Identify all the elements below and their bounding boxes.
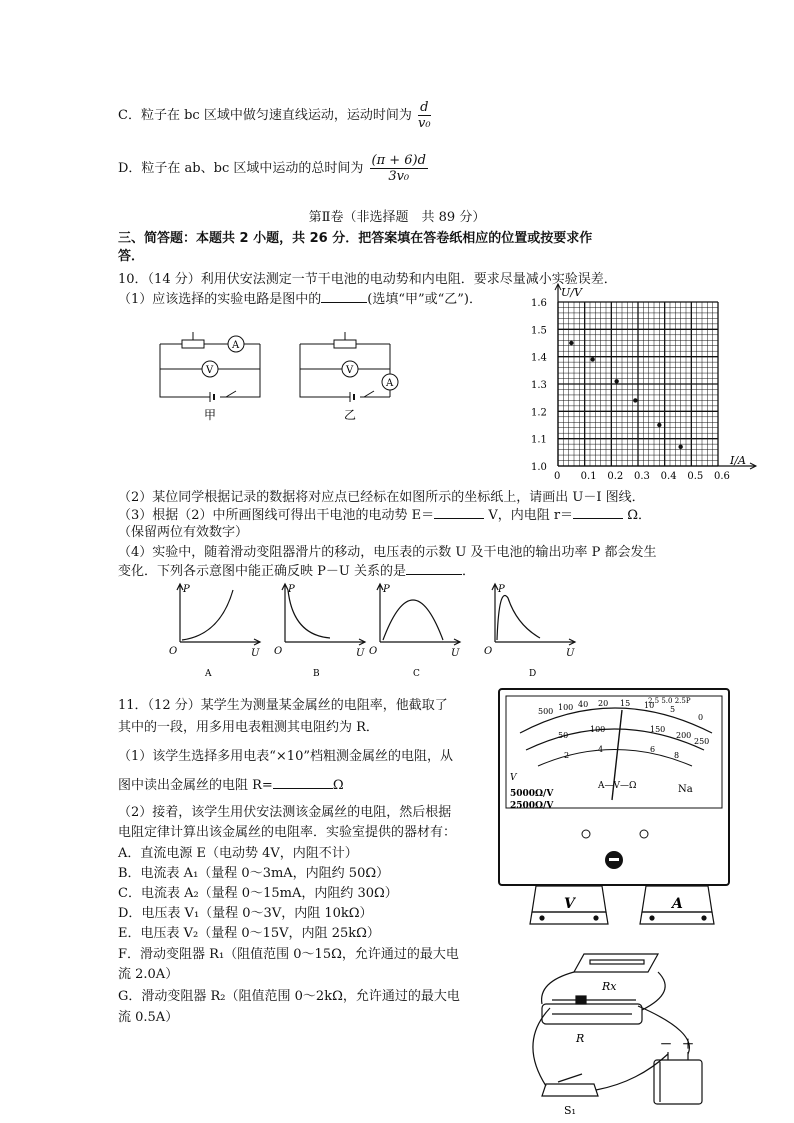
option-d: D．粒子在 ab、bc 区域中运动的总时间为 $\frac{(\pi + 6)d}{\text{3v₀}}$ <box>118 153 426 184</box>
graph-a-y: P <box>183 584 190 595</box>
y-tick-label: 1.1 <box>531 434 547 446</box>
y-tick-label: 1.4 <box>531 352 547 364</box>
graph-a-x: U <box>251 648 260 659</box>
meter-v-symbol: V <box>510 773 517 783</box>
q10-part4-a: （4）实验中，随着滑动变阻器滑片的移动，电压表的示数 U 及干电池的输出功率 P 都会发生 <box>118 545 657 560</box>
wire <box>533 1008 550 1086</box>
equipment-item: 流 2.0A） <box>118 967 179 982</box>
x-tick-label: 0.2 <box>607 471 624 482</box>
x-axis-label: I/A <box>730 454 746 467</box>
equipment-item: 流 0.5A） <box>118 1010 179 1025</box>
rheostat <box>542 996 642 1024</box>
ac-tick: 6 <box>650 745 656 754</box>
apparatus-r-label: R <box>576 1032 585 1045</box>
circuit-diagrams <box>150 322 394 432</box>
graph-c-label: C <box>413 669 420 679</box>
x-tick-label: 0.3 <box>634 471 650 482</box>
q10-part3: （3）根据（2）中所画图线可得出干电池的电动势 E＝ V，内电阻 r＝ Ω． <box>118 508 651 523</box>
equipment-item: C．电流表 A₂（量程 0～15mA，内阻约 30Ω） <box>118 886 398 901</box>
x-tick-label: 0.6 <box>714 471 730 482</box>
data-point <box>633 398 637 402</box>
graph-b-origin: O <box>274 646 283 657</box>
apparatus-s1-label: S₁ <box>564 1104 576 1117</box>
voltmeter-label-1: V <box>206 365 214 376</box>
meter-spec-2: 2500Ω/V <box>510 801 554 811</box>
y-tick-label: 1.6 <box>531 298 547 309</box>
data-point <box>657 423 661 427</box>
meter-spec-1: 5000Ω/V <box>510 789 554 799</box>
wire <box>642 972 665 1010</box>
knob-slot <box>609 858 619 861</box>
graph-c-y: P <box>383 584 390 595</box>
section-instruction-2: 答． <box>118 249 145 264</box>
ohm-tick: 500 <box>538 707 554 716</box>
answer-blank-resistance <box>273 776 333 789</box>
equipment-item: A．直流电源 E（电动势 4V，内阻不计） <box>118 846 358 861</box>
graph-c-x: U <box>451 648 460 659</box>
q10-part3-note: （保留两位有效数字） <box>118 525 249 540</box>
wire <box>542 972 574 1004</box>
ac-tick: 2 <box>564 751 570 760</box>
graph-a-origin: O <box>169 646 178 657</box>
section-title: 第Ⅱ卷（非选择题 共 89 分） <box>308 210 486 225</box>
resistor-rx <box>574 954 658 972</box>
ac-tick: 8 <box>674 751 680 760</box>
apparatus-a-label: A <box>672 896 683 912</box>
ohm-tick: 100 <box>558 703 574 712</box>
equipment-item: E．电压表 V₂（量程 0～15V，内阻 25kΩ） <box>118 926 380 941</box>
ohm-tick: 5 <box>670 705 676 714</box>
graph-c-origin: O <box>369 646 378 657</box>
ohm-tick: 10 <box>644 701 655 710</box>
dc-tick: 150 <box>650 725 666 734</box>
data-point <box>678 445 682 449</box>
equipment-item: B．电流表 A₁（量程 0～3mA，内阻约 50Ω） <box>118 866 390 881</box>
graph-d-origin: O <box>484 646 493 657</box>
graph-d-y: P <box>498 584 505 595</box>
graph-d-label: D <box>529 669 537 679</box>
answer-blank <box>321 290 367 303</box>
y-axis-label: U/V <box>561 286 582 299</box>
data-point <box>614 379 618 383</box>
graph-b-label: B <box>313 669 320 679</box>
switch-s1 <box>542 1074 598 1096</box>
meter-range-label: 2.5 5.0 2.5P <box>648 697 691 705</box>
fraction-d-over-v0: $\frac{d}{\text{v₀}}$ <box>417 100 431 131</box>
equipment-item: G．滑动变阻器 R₂（阻值范围 0～2kΩ，允许通过的最大电 <box>118 989 460 1004</box>
ohm-tick: 15 <box>620 699 631 708</box>
q11-line-5: （2）接着，该学生用伏安法测该金属丝的电阻，然后根据 <box>118 805 452 820</box>
ac-tick: 4 <box>598 745 604 754</box>
ohm-tick: 0 <box>698 713 704 722</box>
dc-tick: 250 <box>694 737 710 746</box>
y-tick-label: 1.2 <box>531 407 547 419</box>
q11-line-1: 11．（12 分）某学生为测量某金属丝的电阻率，他截取了 <box>118 698 448 713</box>
circuit-label-yi: 乙 <box>344 408 357 422</box>
fraction-total-time: $\frac{(\pi + 6)d}{\text{3v₀}}$ <box>371 153 426 184</box>
answer-blank-r <box>573 506 623 519</box>
ui-graph-paper <box>525 282 765 482</box>
graph-d-x: U <box>566 648 575 659</box>
pu-graph-options <box>165 580 595 680</box>
section-instruction-1: 三、简答题：本题共 2 小题，共 26 分．把答案填在答卷纸相应的位置或按要求作 <box>118 231 593 246</box>
battery-minus: － <box>660 1037 673 1051</box>
graph-b-x: U <box>356 648 365 659</box>
x-tick-label: 0.1 <box>580 471 597 482</box>
equipment-item: D．电压表 V₁（量程 0～3V，内阻 10kΩ） <box>118 906 373 921</box>
x-tick-label: 0.4 <box>660 471 677 482</box>
option-c: C．粒子在 bc 区域中做匀速直线运动，运动时间为 $\frac{d}{\text{v₀}}$ <box>118 100 431 131</box>
x-tick-label: 0 <box>554 471 561 482</box>
answer-blank-graph <box>406 562 462 575</box>
y-tick-label: 1.0 <box>531 462 547 473</box>
apparatus-rx-label: Rx <box>602 980 617 993</box>
lab-apparatus <box>498 882 730 1117</box>
multimeter <box>498 688 730 886</box>
data-point <box>590 357 594 361</box>
dc-tick: 100 <box>590 725 606 734</box>
ammeter-label-1: A <box>232 340 240 351</box>
q10-part1: （1）应该选择的实验电路是图中的 (选填“甲”或“乙”)． <box>118 292 483 307</box>
chart-grid <box>558 302 718 466</box>
ohm-tick: 40 <box>578 700 589 709</box>
y-tick-label: 1.5 <box>531 325 547 337</box>
q11-line-3: （1）该学生选择多用电表“×10”档粗测金属丝的电阻，从 <box>118 749 453 764</box>
equipment-item: F．滑动变阻器 R₁（阻值范围 0～15Ω，允许通过的最大电 <box>118 947 459 962</box>
apparatus-v-label: V <box>564 896 575 912</box>
answer-blank-e <box>434 506 484 519</box>
dc-tick: 200 <box>676 731 692 740</box>
graph-b-y: P <box>288 584 295 595</box>
ammeter-label-2: A <box>386 378 394 389</box>
data-point <box>569 341 573 345</box>
voltmeter-label-2: V <box>346 365 354 376</box>
q10-stem: 10．（14 分）利用伏安法测定一节干电池的电动势和内电阻．要求尽量减小实验误差． <box>118 272 617 287</box>
q11-line-4: 图中读出金属丝的电阻 R= Ω <box>118 778 344 793</box>
ohm-tick: 20 <box>598 699 609 708</box>
dc-tick: 50 <box>558 731 569 740</box>
q11-line-2: 其中的一段，用多用电表粗测其电阻约为 R． <box>118 720 379 735</box>
q10-part2: （2）某位同学根据记录的数据将对应点已经标在如图所示的坐标纸上，请画出 U－I 图线． <box>118 490 645 505</box>
graph-a-label: A <box>205 669 212 679</box>
y-tick-label: 1.3 <box>531 380 547 391</box>
q11-line-6: 电阻定律计算出该金属丝的电阻率．实验室提供的器材有： <box>118 825 457 840</box>
battery-plus: ＋ <box>682 1037 695 1051</box>
meter-mode-label: A—V—Ω <box>598 781 637 791</box>
meter-brand: Na <box>678 784 693 795</box>
x-tick-label: 0.5 <box>687 471 704 482</box>
circuit-label-jia: 甲 <box>204 408 217 422</box>
q10-part4-b: 变化．下列各示意图中能正确反映 P－U 关系的是 ． <box>118 564 475 579</box>
